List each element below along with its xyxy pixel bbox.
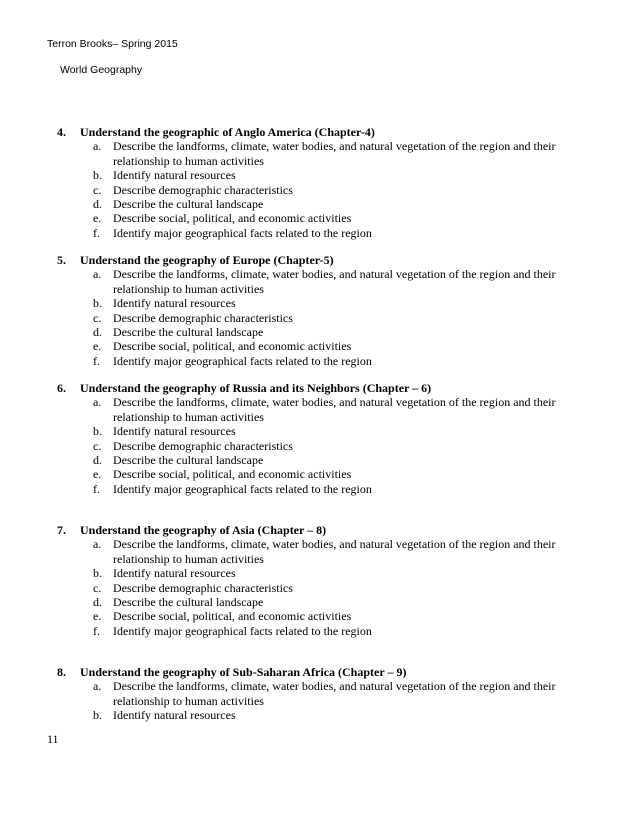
- list-item: [57, 139, 597, 168]
- list-item: [57, 624, 597, 638]
- objective-section: [57, 523, 597, 638]
- list-item: [57, 267, 597, 296]
- list-item: [57, 211, 597, 225]
- item-text: Describe demographic characteristics: [113, 310, 293, 325]
- list-item: [57, 467, 597, 481]
- objective-list: [57, 395, 597, 496]
- list-item: [57, 311, 597, 325]
- section-number: 7.: [57, 523, 66, 537]
- item-letter: b.: [93, 566, 102, 581]
- item-text: Describe demographic characteristics: [113, 182, 293, 197]
- objective-section: [57, 125, 597, 240]
- list-item: [57, 183, 597, 197]
- item-text: Describe the landforms, climate, water bodies, and natural vegetation of the region and their relationship to human activities: [113, 139, 556, 168]
- item-letter: f.: [93, 623, 100, 638]
- item-letter: c.: [93, 182, 102, 197]
- list-item: [57, 395, 597, 424]
- list-item: [57, 609, 597, 623]
- item-text: Identify natural resources: [113, 296, 236, 311]
- item-text: Describe the landforms, climate, water bodies, and natural vegetation of the region and their relationship to human activities: [113, 679, 556, 708]
- section-title-text: Understand the geography of Asia (Chapter – 8): [80, 523, 327, 537]
- list-item: [57, 679, 597, 708]
- item-text: Describe the landforms, climate, water bodies, and natural vegetation of the region and their relationship to human activities: [113, 537, 556, 566]
- list-item: [57, 595, 597, 609]
- item-text: Describe the cultural landscape: [113, 595, 264, 610]
- item-text: Describe the landforms, climate, water bodies, and natural vegetation of the region and their relationship to human activities: [113, 267, 556, 296]
- list-item: [57, 482, 597, 496]
- list-item: [57, 168, 597, 182]
- item-letter: b.: [93, 708, 102, 723]
- item-text: Identify natural resources: [113, 168, 236, 183]
- item-letter: f.: [93, 481, 100, 496]
- list-item: [57, 325, 597, 339]
- list-item: [57, 226, 597, 240]
- section-title: [57, 381, 597, 395]
- section-title: [57, 125, 597, 139]
- list-item: [57, 537, 597, 566]
- item-text: Identify major geographical facts related to the region: [113, 225, 372, 240]
- list-item: [57, 296, 597, 310]
- objective-section: [57, 253, 597, 368]
- item-letter: a.: [93, 679, 102, 694]
- item-text: Describe social, political, and economic activities: [113, 211, 352, 226]
- list-item: [57, 581, 597, 595]
- item-letter: d.: [93, 595, 102, 610]
- list-item: [57, 424, 597, 438]
- list-item: [57, 439, 597, 453]
- section-number: 6.: [57, 381, 66, 395]
- item-text: Identify major geographical facts related to the region: [113, 353, 372, 368]
- objective-section: [57, 665, 597, 723]
- item-text: Identify major geographical facts related to the region: [113, 623, 372, 638]
- item-text: Describe demographic characteristics: [113, 438, 293, 453]
- item-text: Describe social, political, and economic activities: [113, 339, 352, 354]
- section-number: 8.: [57, 665, 66, 679]
- item-letter: a.: [93, 139, 102, 154]
- item-letter: f.: [93, 353, 100, 368]
- item-letter: b.: [93, 424, 102, 439]
- item-letter: f.: [93, 225, 100, 240]
- list-item: [57, 339, 597, 353]
- item-letter: b.: [93, 296, 102, 311]
- list-item: [57, 453, 597, 467]
- item-text: Describe social, political, and economic activities: [113, 609, 352, 624]
- item-letter: d.: [93, 197, 102, 212]
- item-text: Identify natural resources: [113, 424, 236, 439]
- objective-list: [57, 139, 597, 240]
- item-letter: c.: [93, 438, 102, 453]
- header-course-title: World Geography: [60, 64, 143, 76]
- objective-list: [57, 537, 597, 638]
- section-title: [57, 665, 597, 679]
- item-text: Describe social, political, and economic activities: [113, 467, 352, 482]
- item-text: Describe the cultural landscape: [113, 197, 264, 212]
- objective-list: [57, 679, 597, 722]
- item-letter: a.: [93, 537, 102, 552]
- list-item: [57, 197, 597, 211]
- list-item: [57, 354, 597, 368]
- list-item: [57, 708, 597, 722]
- item-text: Describe the cultural landscape: [113, 325, 264, 340]
- item-text: Describe demographic characteristics: [113, 580, 293, 595]
- header-author-line: Terron Brooks– Spring 2015: [47, 38, 178, 50]
- item-text: Identify natural resources: [113, 566, 236, 581]
- item-text: Identify major geographical facts related to the region: [113, 481, 372, 496]
- section-title: [57, 253, 597, 267]
- item-letter: e.: [93, 211, 102, 226]
- section-title-text: Understand the geography of Europe (Chapter-5): [80, 253, 334, 267]
- item-letter: d.: [93, 453, 102, 468]
- item-text: Identify natural resources: [113, 708, 236, 723]
- section-number: 5.: [57, 253, 66, 267]
- section-number: 4.: [57, 125, 66, 139]
- item-text: Describe the landforms, climate, water bodies, and natural vegetation of the region and their relationship to human activities: [113, 395, 556, 424]
- objective-section: [57, 381, 597, 496]
- section-title-text: Understand the geographic of Anglo America (Chapter-4): [80, 125, 375, 139]
- item-letter: a.: [93, 267, 102, 282]
- objective-list: [57, 267, 597, 368]
- item-letter: d.: [93, 325, 102, 340]
- item-letter: c.: [93, 580, 102, 595]
- item-letter: c.: [93, 310, 102, 325]
- item-letter: e.: [93, 467, 102, 482]
- item-letter: e.: [93, 339, 102, 354]
- section-title: [57, 523, 597, 537]
- list-item: [57, 566, 597, 580]
- item-text: Describe the cultural landscape: [113, 453, 264, 468]
- item-letter: a.: [93, 395, 102, 410]
- page-number: 11: [47, 732, 59, 746]
- section-title-text: Understand the geography of Russia and its Neighbors (Chapter – 6): [80, 381, 432, 395]
- section-title-text: Understand the geography of Sub-Saharan Africa (Chapter – 9): [80, 665, 407, 679]
- item-letter: e.: [93, 609, 102, 624]
- item-letter: b.: [93, 168, 102, 183]
